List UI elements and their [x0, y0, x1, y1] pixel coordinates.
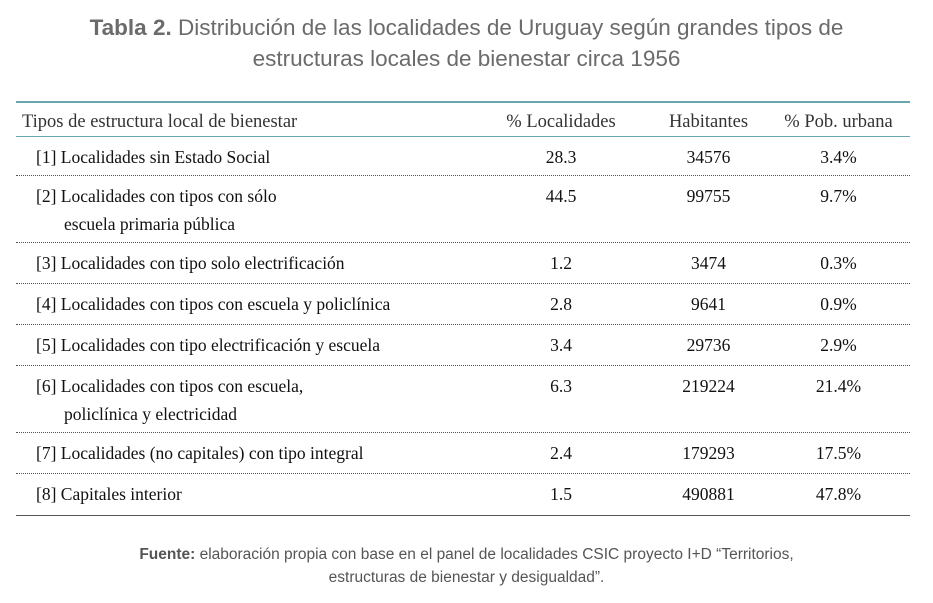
row-label [36, 480, 182, 508]
row-label [36, 290, 390, 318]
row-pct-pob-urbana: 21.4% [815, 376, 862, 396]
row-label-line-1: [3] Localidades con tipo solo electrificación [36, 253, 345, 273]
title-line-1 [0, 12, 933, 43]
row-habitantes: 99755 [686, 186, 731, 206]
row-label-line-1: [5] Localidades con tipo electrificación y escuela [36, 335, 381, 355]
row-pct-localidades: 44.5 [545, 186, 577, 206]
row-habitantes: 490881 [682, 484, 735, 504]
source-text-2: estructuras de bienestar y desigualdad”. [328, 569, 605, 586]
row-label [36, 143, 270, 171]
table-row [16, 243, 910, 284]
row-pct-localidades: 3.4 [550, 335, 572, 355]
row-label-line-1: [1] Localidades sin Estado Social [36, 147, 271, 167]
row-label-line-1: [6] Localidades con tipos con escuela, [36, 376, 304, 396]
row-habitantes: 34576 [686, 147, 731, 167]
table-row [16, 366, 910, 433]
row-pct-pob-urbana: 3.4% [820, 147, 857, 167]
header-habitantes: Habitantes [668, 112, 749, 132]
source-text-1: elaboración propia con base en el panel de localidades CSIC proyecto I+D “Territorios, [199, 546, 794, 563]
table-row [16, 284, 910, 325]
row-pct-localidades: 28.3 [545, 147, 577, 167]
row-label-line-2: escuela primaria pública [64, 214, 236, 234]
row-habitantes: 219224 [682, 376, 735, 396]
row-pct-localidades: 1.2 [550, 253, 572, 273]
table-row [16, 137, 910, 176]
row-pct-pob-urbana: 0.9% [820, 294, 857, 314]
row-label [36, 249, 345, 277]
table-row [16, 176, 910, 243]
row-pct-localidades: 1.5 [550, 484, 572, 504]
title-text-2: estructuras locales de bienestar circa 1956 [252, 46, 681, 71]
data-table [16, 101, 910, 516]
row-habitantes: 179293 [682, 443, 735, 463]
table-title [0, 12, 933, 74]
row-label-line-1: [2] Localidades con tipos con sólo [36, 186, 277, 206]
row-pct-pob-urbana: 0.3% [820, 253, 857, 273]
row-habitantes: 9641 [691, 294, 726, 314]
row-pct-localidades: 6.3 [550, 376, 572, 396]
row-label [36, 331, 380, 359]
source-label: Fuente: [139, 546, 196, 563]
row-pct-pob-urbana: 47.8% [815, 484, 862, 504]
row-label-line-1: [8] Capitales interior [36, 484, 182, 504]
title-label: Tabla 2. [89, 15, 172, 40]
row-pct-localidades: 2.8 [550, 294, 572, 314]
row-label [36, 372, 303, 428]
table-bottom-rule [16, 515, 910, 516]
row-pct-localidades: 2.4 [550, 443, 572, 463]
row-pct-pob-urbana: 17.5% [815, 443, 862, 463]
row-habitantes: 3474 [691, 253, 726, 273]
title-text-1: Distribución de las localidades de Uruguay según grandes tipos de [177, 15, 844, 40]
row-label-line-2: policlínica y electricidad [64, 404, 237, 424]
header-pct-localidades: % Localidades [506, 112, 616, 132]
table-row [16, 433, 910, 474]
header-tipos: Tipos de estructura local de bienestar [22, 112, 298, 132]
source-note [0, 543, 933, 589]
row-pct-pob-urbana: 9.7% [820, 186, 857, 206]
source-line-1 [0, 543, 933, 566]
table-row [16, 325, 910, 366]
row-label [36, 439, 364, 467]
row-label [36, 182, 277, 238]
header-pct-pob-urbana: % Pob. urbana [784, 112, 893, 132]
row-label-line-1: [4] Localidades con tipos con escuela y policlínica [36, 294, 391, 314]
table-row [16, 474, 910, 515]
table-header-row [16, 103, 910, 136]
row-pct-pob-urbana: 2.9% [820, 335, 857, 355]
row-habitantes: 29736 [686, 335, 731, 355]
row-label-line-1: [7] Localidades (no capitales) con tipo integral [36, 443, 364, 463]
